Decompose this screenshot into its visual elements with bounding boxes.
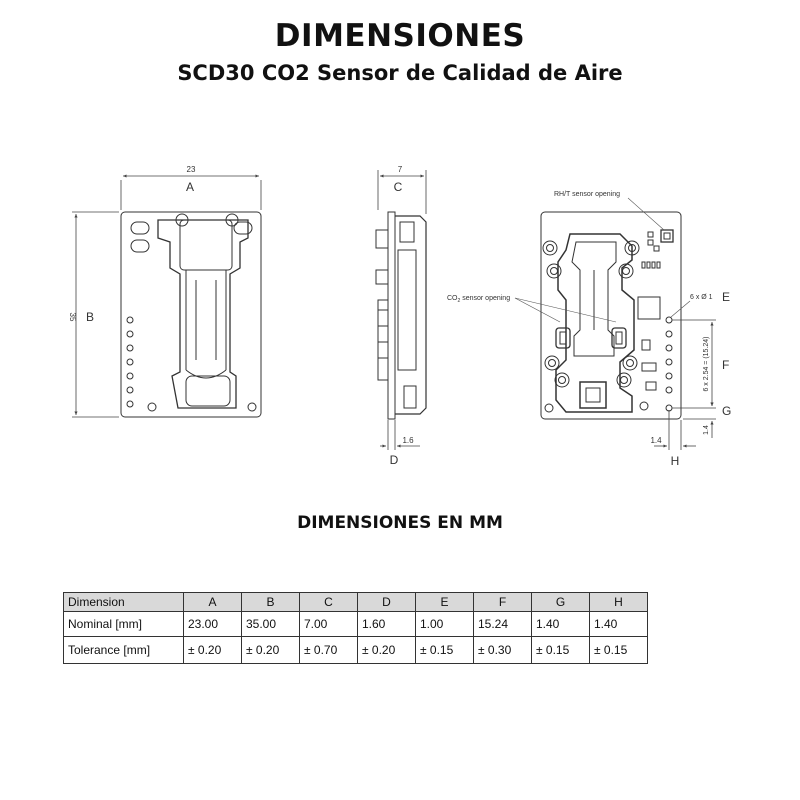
dimension-g-value: 1.4 [703, 425, 710, 435]
cell-tolerance-label: Tolerance [mm] [64, 637, 184, 664]
cell-tolerance-c: ± 0.70 [300, 637, 358, 664]
cell-tolerance-e: ± 0.15 [416, 637, 474, 664]
dimension-b-letter: B [86, 310, 95, 324]
dimension-drawing [0, 150, 800, 480]
cell-tolerance-b: ± 0.20 [242, 637, 300, 664]
side-board [388, 212, 395, 419]
dimension-g-letter: G [722, 404, 732, 418]
dimension-h-letter: H [670, 454, 680, 468]
cell-nominal-c: 7.00 [300, 612, 358, 637]
rht-sensor-label: RH/T sensor opening [554, 191, 621, 198]
cell-nominal-b: 35.00 [242, 612, 300, 637]
cell-nominal-label: Nominal [mm] [64, 612, 184, 637]
table-header-row [64, 593, 648, 612]
dimension-d-letter: D [389, 453, 399, 467]
dimension-b-value: 35 [68, 312, 77, 322]
dimension-a-letter: A [185, 180, 195, 194]
header-g: G [532, 593, 590, 612]
cell-nominal-e: 1.00 [416, 612, 474, 637]
dimension-c-letter: C [393, 180, 403, 194]
cell-nominal-f: 15.24 [474, 612, 532, 637]
cell-tolerance-a: ± 0.20 [184, 637, 242, 664]
back-view [541, 212, 681, 419]
dimension-a-value: 23 [186, 165, 196, 174]
page-title: DIMENSIONES [274, 18, 526, 54]
front-view [121, 212, 261, 417]
header-e: E [416, 593, 474, 612]
co2-sensor-label: $CO_2$ sensor opening [447, 295, 511, 304]
table-row-tolerance [64, 637, 648, 664]
dimensions-table [63, 592, 648, 664]
cell-tolerance-g: ± 0.15 [532, 637, 590, 664]
dimension-f-value: 6 x 2.54 = (15.24) [703, 336, 710, 392]
dimension-d [380, 420, 420, 450]
cell-tolerance-d: ± 0.20 [358, 637, 416, 664]
header-h: H [590, 593, 648, 612]
header-dimension: Dimension [64, 593, 184, 612]
cell-tolerance-f: ± 0.30 [474, 637, 532, 664]
dimension-e-value: 6 x Ø 1 [690, 294, 713, 301]
cell-nominal-h: 1.40 [590, 612, 648, 637]
header-a: A [184, 593, 242, 612]
cell-tolerance-h: ± 0.15 [590, 637, 648, 664]
dimension-e-letter: E [722, 290, 731, 304]
dimension-c-value: 7 [397, 165, 403, 174]
header-d: D [358, 593, 416, 612]
dimension-h-value: 1.4 [650, 436, 662, 445]
cell-nominal-a: 23.00 [184, 612, 242, 637]
section-title: DIMENSIONES EN MM [297, 513, 503, 533]
side-view [376, 212, 426, 419]
cell-nominal-d: 1.60 [358, 612, 416, 637]
header-c: C [300, 593, 358, 612]
dimension-d-value: 1.6 [402, 436, 414, 445]
page-subtitle: SCD30 CO2 Sensor de Calidad de Aire [177, 61, 623, 85]
dimension-b [72, 212, 119, 417]
table-row-nominal [64, 612, 648, 637]
cell-nominal-g: 1.40 [532, 612, 590, 637]
dimension-g [683, 402, 716, 438]
header-f: F [474, 593, 532, 612]
dimension-f-letter: F [722, 358, 730, 372]
header-b: B [242, 593, 300, 612]
